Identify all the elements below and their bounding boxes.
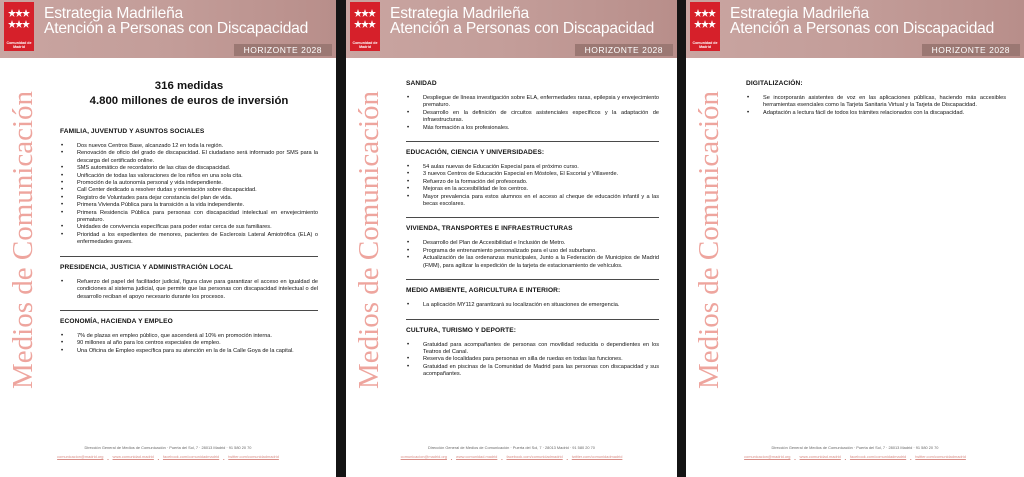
side-label: Medios de Comunicación [353,90,385,389]
list-item: • Call Center dedicado a resolver dudas y orientación sobre discapacidad. [60,187,318,194]
list-item: • Gratuidad para acompañantes de personas con movilidad reducida o dependientes en los Teatros del Canal. [406,342,659,357]
list-item: • 3 nuevos Centros de Educación Especial en Móstoles, El Escorial y Villaverde. [406,171,659,178]
list-item: • Actualización de las ordenanzas municipales, Junto a la Federación de Municipios de Madrid (FMM), para agilizar la expedición de la tarjeta de estacionamiento de vehículos. [406,255,659,270]
list-item: • Reserva de localidades para personas en silla de ruedas en todas las funciones. [406,356,659,363]
section-title: CULTURA, TURISMO Y DEPORTE: [406,326,517,334]
headline-measures: 316 medidas [154,80,224,92]
header-banner [686,0,1024,58]
footer-link-twitter[interactable]: twitter.com/comunidadmadrid [915,454,966,459]
list-item: • Promoción de la autonomía personal y vida independiente. [60,180,318,187]
title-line-2: Atención a Personas con Discapacidad [44,20,309,37]
page-content [60,79,318,364]
list-item: • Primera Residencia Pública para personas con discapacidad intelectual en envejecimiento prematuro. [60,210,318,225]
horizonte-badge: HORIZONTE 2028 [575,44,673,56]
footer-links [686,452,1024,461]
page-content [746,79,1006,126]
list-item: • Adaptación a lectura fácil de todos los trámites relacionados con la discapacidad. [746,110,1006,117]
section-list [406,164,659,208]
page-footer [0,443,336,461]
section-divider [406,319,659,320]
list-item: • Prioridad a los expedientes de menores, pacientes de Esclerosis Lateral Amiotrófica (ELA) o enfermedades graves. [60,232,318,247]
list-item: • Dos nuevos Centros Base, alcanzado 12 en toda la región. [60,143,318,150]
list-item: • 90 millones al año para los centros especiales de empleo. [60,340,318,347]
title-line-1: Estrategia Madrileña [44,5,184,22]
footer-link-facebook[interactable]: facebook.com/comunidadmadrid [162,454,220,459]
section-title: DIGITALIZACIÓN: [746,80,803,87]
section-title: ECONOMÍA, HACIENDA Y EMPLEO [60,317,173,325]
section-title: PRESIDENCIA, JUSTICIA Y ADMINISTRACIÓN LOCAL [60,263,233,271]
footer-link-email[interactable]: comunicacion@madrid.org [57,454,104,459]
footer-address: Dirección General de Medios de Comunicación · Puerta del Sol, 7 · 28013 Madrid · 91 580 20 70 [771,445,939,450]
section-divider [60,310,318,311]
horizonte-badge: HORIZONTE 2028 [234,44,332,56]
title-line-1: Estrategia Madrileña [730,5,870,22]
footer-link-web[interactable]: www.comunidad.madrid [799,454,841,459]
list-item: • Más formación a los profesionales. [406,125,659,132]
footer-link-facebook[interactable]: facebook.com/comunidadmadrid [849,454,907,459]
list-item: • Se incorporarán asistentes de voz en las aplicaciones públicas, haciendo más accesibles herramientas esenciales como la Tarjeta Sanitaria Virtual y la Tarjeta de Discapacidad. [746,95,1006,110]
comunidad-madrid-logo [690,2,720,51]
list-item: • 54 aulas nuevas de Educación Especial para el próximo curso. [406,164,659,171]
section-list [406,240,659,270]
list-item: • Mayor prevalencia para estos alumnos en el acceso al cheque de educación infantil y a las becas escolares. [406,194,659,209]
section-title: SANIDAD [406,80,437,87]
section-list [406,302,659,309]
section-list [406,342,659,379]
section-title: VIVIENDA, TRANSPORTES E INFRAESTRUCTURAS [406,225,573,233]
page-content [406,79,659,388]
list-item: • Mejoras en la accesibilidad de los centros. [406,186,659,193]
list-item: • Una Oficina de Empleo específica para su atención en la de la Calle Goya de la capital. [60,348,318,355]
section-title: FAMILIA, JUVENTUD Y ASUNTOS SOCIALES [60,128,205,135]
footer-link-email[interactable]: comunicacion@madrid.org [400,454,447,459]
stars-icon [694,6,716,32]
horizonte-badge: HORIZONTE 2028 [922,44,1020,56]
footer-link-twitter[interactable]: twitter.com/comunidadmadrid [228,454,279,459]
page-footer [686,443,1024,461]
stars-icon [354,6,376,32]
list-item: • Desarrollo del Plan de Accesibilidad e Inclusión de Metro. [406,240,659,247]
footer-address: Dirección General de Medios de Comunicación · Puerta del Sol, 7 · 28013 Madrid · 91 580 20 70 [84,445,252,450]
list-item: • Unificación de todas las valoraciones de los niños en una sola cita. [60,173,318,180]
logo-text: Comunidad de Madrid [692,41,718,49]
title-line-1: Estrategia Madrileña [390,5,530,22]
footer-link-web[interactable]: www.comunidad.madrid [456,454,498,459]
document-page-2 [346,0,677,477]
list-item: • La aplicación MY112 garantizará su localización en situaciones de emergencia. [406,302,659,309]
section-list [60,143,318,247]
banner-title [44,6,308,36]
section-list [60,279,318,301]
list-item: • SMS automático de recordatorio de las citas de discapacidad. [60,165,318,172]
footer-links [0,452,336,461]
list-item: • Desarrollo en la definición de circuitos asistenciales específicos y la adaptación de infraestructuras. [406,110,659,125]
list-item: • Gratuidad en piscinas de la Comunidad de Madrid para las personas con discapacidad y sus acompañantes. [406,364,659,379]
section-divider [406,141,659,142]
footer-link-web[interactable]: www.comunidad.madrid [112,454,154,459]
title-line-2: Atención a Personas con Discapacidad [730,20,995,37]
list-item: • Refuerzo del papel del facilitador judicial, figura clave para garantizar el acceso en igualdad de condiciones al sistema judicial, que permite que las personas con discapacidad intelectual o del desarrollo reciban el apoyo necesario durante los procesos. [60,279,318,301]
section-title: EDUCACIÓN, CIENCIA Y UNIVERSIDADES: [406,149,545,157]
list-item: • Registro de Voluntades para dejar constancia del plan de vida. [60,195,318,202]
document-page-3 [686,0,1024,477]
banner-title [390,6,654,36]
header-banner [0,0,336,58]
list-item: • Programa de entrenamiento personalizado para el uso del suburbano. [406,248,659,255]
footer-link-facebook[interactable]: facebook.com/comunidadmadrid [506,454,563,459]
stars-icon [8,6,30,32]
logo-text: Comunidad de Madrid [352,41,378,49]
footer-link-email[interactable]: comunicacion@madrid.org [744,454,791,459]
document-page-1 [0,0,336,477]
headline-investment: 4.800 millones de euros de inversión [89,95,289,107]
section-divider [406,279,659,280]
headline [60,79,318,109]
section-divider [406,217,659,218]
logo-text: Comunidad de Madrid [6,41,32,49]
comunidad-madrid-logo [4,2,34,51]
footer-address: Dirección General de Medios de Comunicación · Puerta del Sol, 7 · 28013 Madrid · 91 580 20 70 [428,445,595,450]
side-label: Medios de Comunicación [693,90,725,389]
list-item: • Despliegue de líneas investigación sobre ELA, enfermedades raras, epilepsia y envejecimiento prematuro. [406,95,659,110]
header-banner [346,0,677,58]
page-footer [346,443,677,461]
section-list [406,95,659,132]
banner-title [730,6,994,36]
section-title: MEDIO AMBIENTE, AGRICULTURA E INTERIOR: [406,287,561,295]
section-list [746,95,1006,117]
list-item: • 7% de plazas en empleo público, que ascenderá al 10% en promoción interna. [60,333,318,340]
list-item: • Refuerzo de la formación del profesorado. [406,179,659,186]
list-item: • Primera Vivienda Pública para la transición a la vida independiente. [60,202,318,209]
comunidad-madrid-logo [350,2,380,51]
section-list [60,333,318,355]
side-label: Medios de Comunicación [7,90,39,389]
footer-links [346,452,677,461]
list-item: • Unidades de convivencia específicas para poder estar cerca de sus familiares. [60,224,318,231]
footer-link-twitter[interactable]: twitter.com/comunidadmadrid [571,454,623,459]
list-item: • Renovación de oficio del grado de discapacidad. El ciudadano será informado por SMS para la descarga del certificado online. [60,150,318,165]
title-line-2: Atención a Personas con Discapacidad [390,20,655,37]
section-divider [60,256,318,257]
